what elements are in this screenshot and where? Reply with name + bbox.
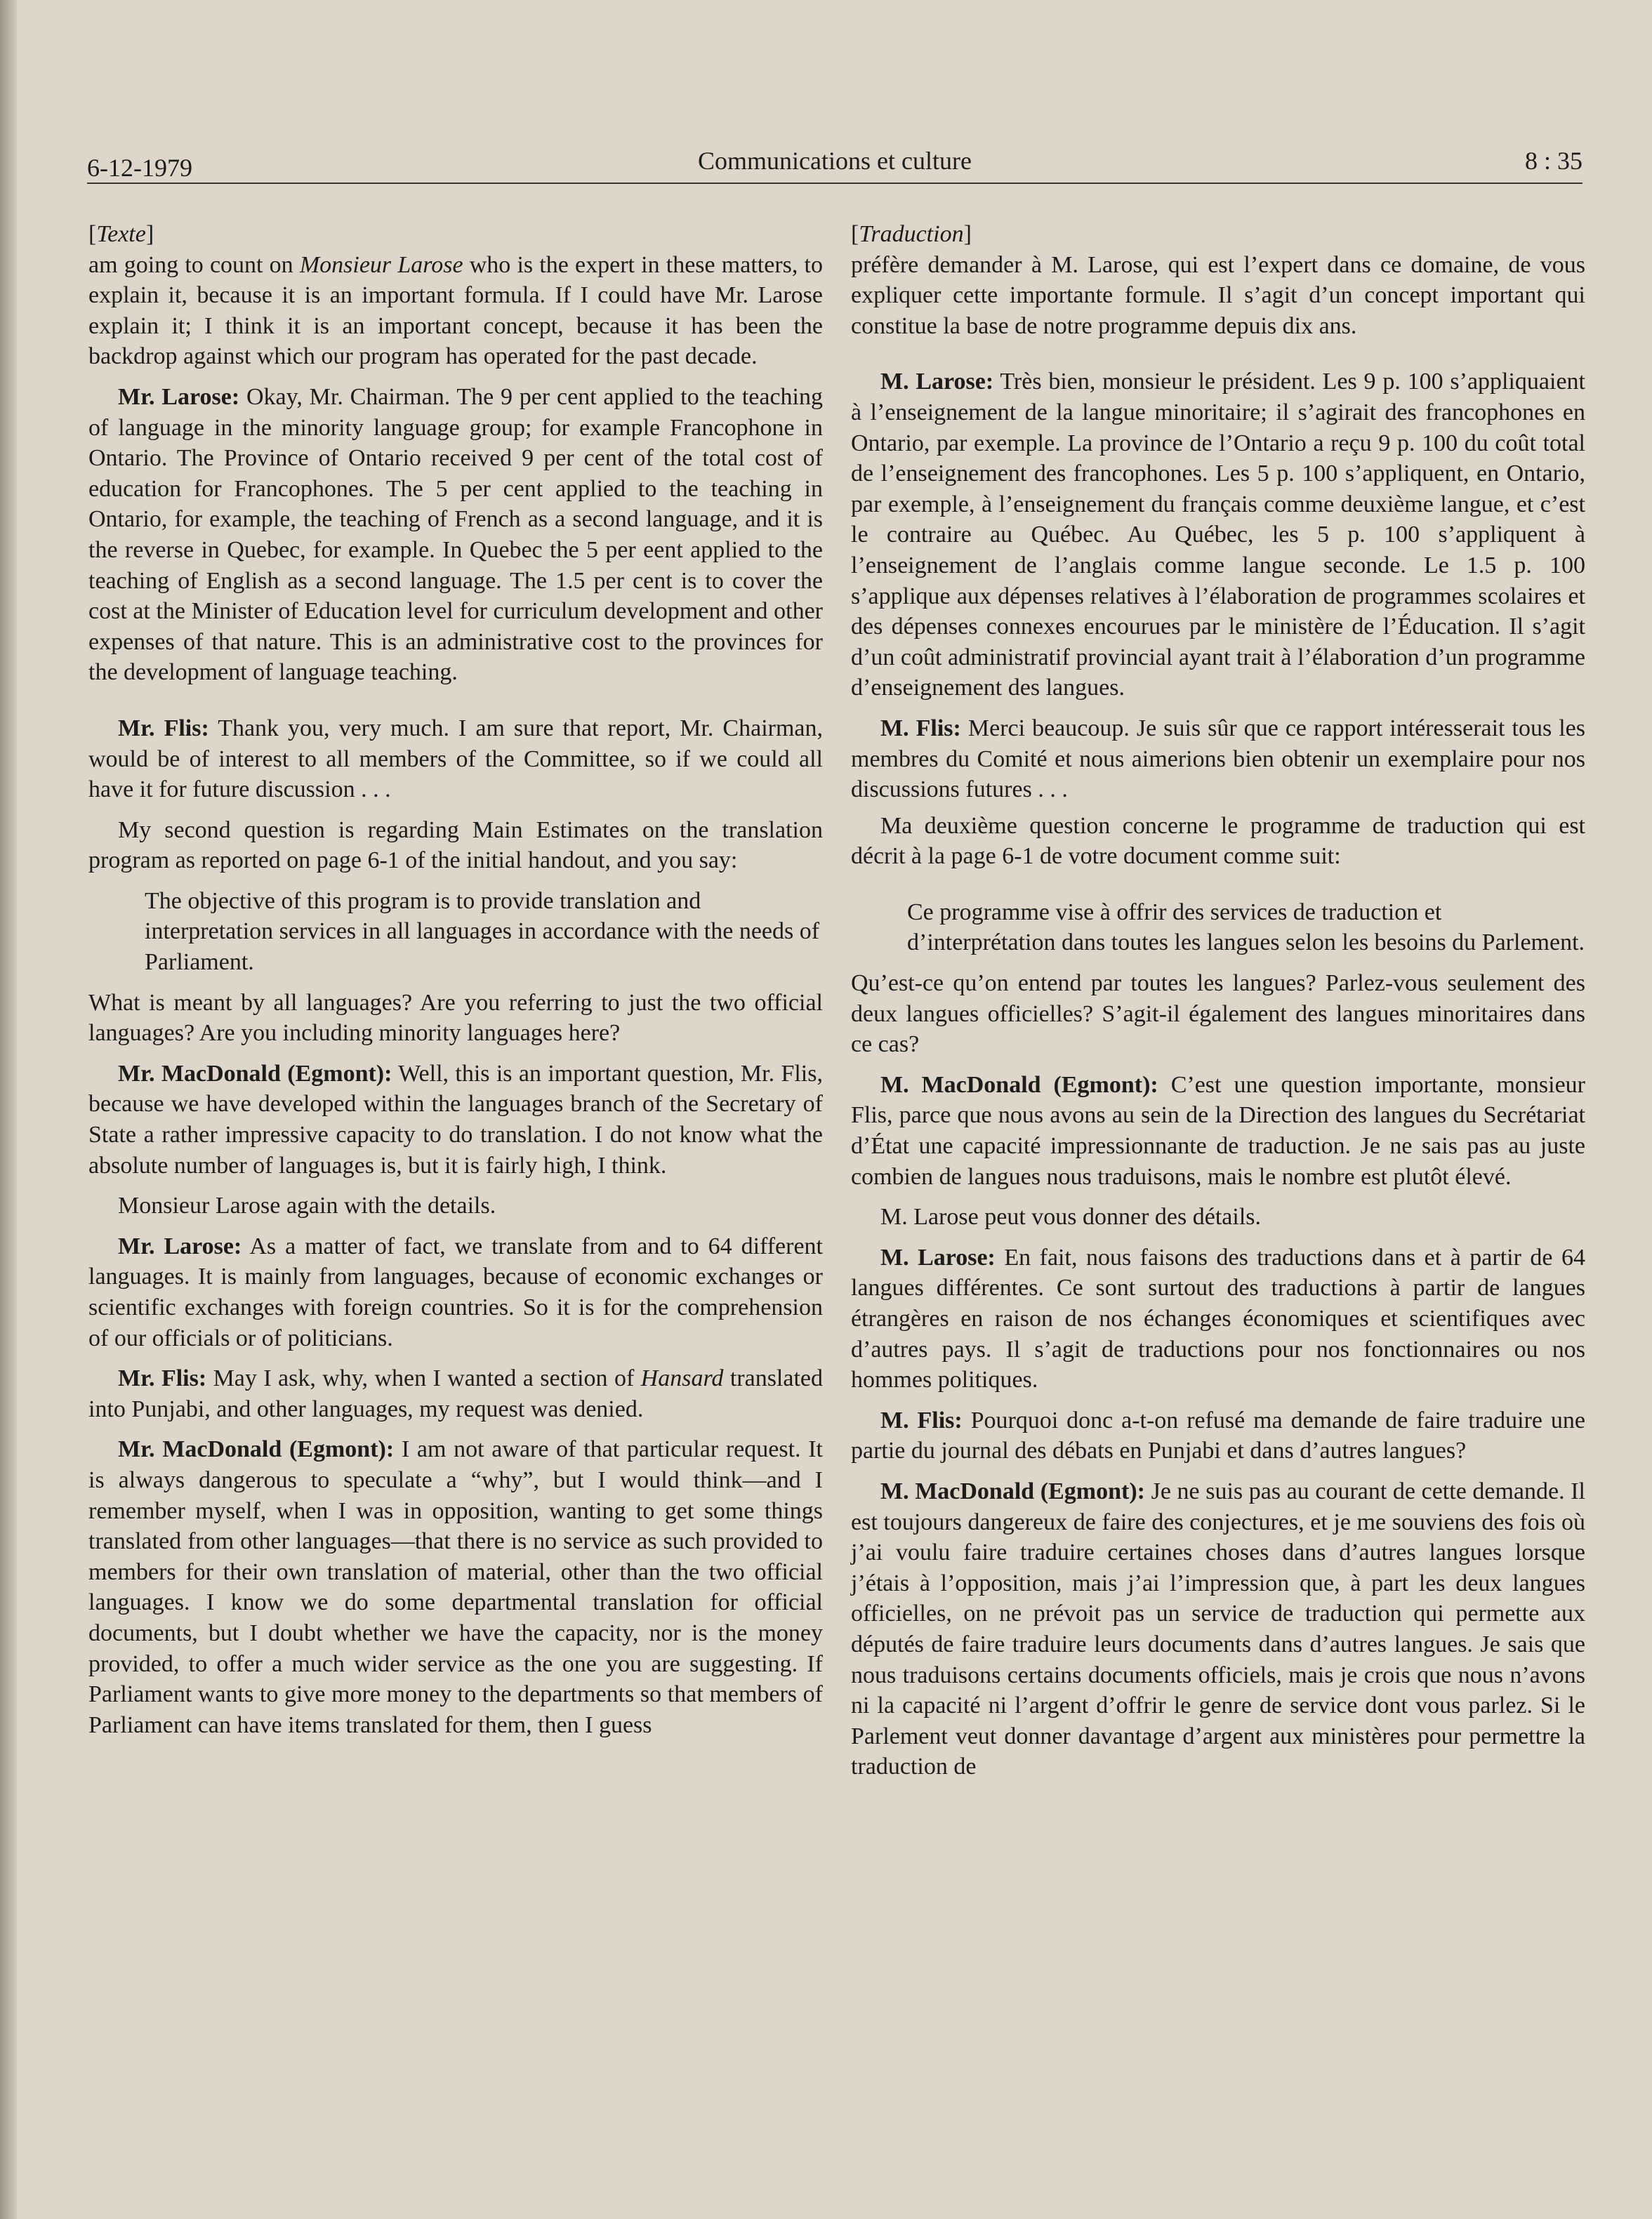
- speaker: Mr. Larose:: [118, 383, 240, 410]
- paragraph: Mr. Larose: Okay, Mr. Chairman. The 9 per cent applied to the teaching of language in the minority language group; for example Francophone in Ontario. The Province of Ontario received 9 per cent of the total cost of education for Francophones. The 5 per cent applied to the teaching in Ontario, for example, the teaching of French as a second language, and it is the reverse in Quebec, for example. In Quebec the 5 per eent applied to the teaching of English as a second language. The 1.5 per cent is to cover the cost at the Minister of Education level for curriculum development and other expenses of that nature. This is an administrative cost to the provinces for the development of language teaching.: [88, 383, 824, 686]
- paragraph: préfère demander à M. Larose, qui est l’expert dans ce domaine, de vous expliquer cette importante formule. Il s’agit d’un concept important qui constitue la base de notre programme depuis dix ans.: [851, 251, 1585, 339]
- paragraph: M. Larose: En fait, nous faisons des traductions dans et à partir de 64 langues différentes. Ce sont surtout des traductions à partir de langues étrangères en raison de nos échanges économiques et scientifiques avec d’autres pays. Il s’agit de traductions pour nos fonctionnaires ou nos hommes politiques.: [851, 1244, 1585, 1393]
- speaker: Mr. Flis:: [118, 1365, 207, 1392]
- speaker: Mr. Larose:: [118, 1233, 242, 1259]
- paragraph: M. Flis: Pourquoi donc a-t-on refusé ma demande de faire traduire une partie du journal des débats en Punjabi et dans d’autres langues?: [851, 1407, 1586, 1464]
- speaker: Mr. MacDonald (Egmont):: [118, 1436, 395, 1463]
- speaker: Mr. Flis:: [118, 715, 209, 741]
- paragraph: Qu’est-ce qu’on entend par toutes les langues? Parlez-vous seulement des deux langues officielles? S’agit-il également des langues minoritaires dans ce cas?: [851, 970, 1585, 1058]
- header-date: 6-12-1979: [87, 154, 192, 182]
- paragraph: Ma deuxième question concerne le programme de traduction qui est décrit à la page 6-1 de votre document comme suit:: [851, 812, 1585, 870]
- text-marker: [Texte]: [88, 221, 154, 247]
- speaker: M. MacDonald (Egmont):: [880, 1071, 1158, 1098]
- speaker: M. Flis:: [880, 1407, 963, 1433]
- block-quote: Ce programme vise à offrir des services de traduction et d’interprétation dans toutes les langues selon les besoins du Parlement.: [907, 899, 1585, 956]
- binding-shadow: [0, 0, 17, 2219]
- paragraph: Mr. MacDonald (Egmont): I am not aware of that particular request. It is always dangerous to speculate a “why”, but I would think—and I remember myself, when I was in opposition, wanting to get some things translated from other languages—that there is no service as such provided to members for their own translation of material, other than the two official languages. I know we do some departmental translation for official documents, but I doubt whether we have the capacity, nor is the money provided, to offer a much wider service as the one you are suggesting. If Parliament wants to give more money to the departments so that members of Parliament can have items translated for them, then I guess: [88, 1436, 823, 1738]
- paragraph: M. Flis: Merci beaucoup. Je suis sûr que ce rapport intéresserait tous les membres du Comité et nous aimerions bien obtenir un exemplaire pour nos discussions futures . . .: [851, 715, 1585, 803]
- speaker: Mr. MacDonald (Egmont):: [118, 1060, 392, 1087]
- paragraph: am going to count on Monsieur Larose who is the expert in these matters, to explain it, because it is an important formula. If I could have Mr. Larose explain it; I think it is an important concept, because it has been the backdrop against which our program has operated for the past decade.: [88, 251, 823, 370]
- header-page-number: 8 : 35: [1524, 147, 1582, 175]
- paragraph: Mr. Larose: As a matter of fact, we translate from and to 64 different languages. It is mainly from languages, because of economic exchanges or scientific exchanges with foreign countries. So it is for the comprehension of our officials or of politicians.: [88, 1233, 823, 1351]
- header-title: Communications et culture: [698, 147, 972, 175]
- paragraph: M. Larose peut vous donner des détails.: [880, 1204, 1261, 1231]
- paragraph: My second question is regarding Main Estimates on the translation program as reported on page 6-1 of the initial handout, and you say:: [88, 816, 823, 874]
- paragraph: Mr. MacDonald (Egmont): Well, this is an important question, Mr. Flis, because we have developed within the languages branch of the Secretary of State a rather impressive capacity to do translation. I do not know what the absolute number of languages is, but it is fairly high, I think.: [88, 1060, 823, 1179]
- header-rule: [87, 183, 1582, 184]
- paragraph: Mr. Flis: May I ask, why, when I wanted a section of Hansard translated into Punjabi, and other languages, my request was denied.: [88, 1365, 823, 1422]
- paragraph: M. Larose: Très bien, monsieur le président. Les 9 p. 100 s’appliquaient à l’enseignement de la langue minoritaire; il s’agirait des francophones en Ontario, par exemple. La province de l’Ontario a reçu 9 p. 100 du coût total de l’enseignement des francophones. Les 5 p. 100 s’appliquent, en Ontario, par exemple, à l’enseignement du français comme deuxième langue, et c’est le contraire au Québec. Au Québec, les 5 p. 100 s’appliquent à l’enseignement de l’anglais comme langue seconde. Le 1.5 p. 100 s’applique aux dépenses relatives à l’élaboration de programmes scolaires et des dépenses connexes encourues par le ministère de l’Éducation. Il s’agit d’un coût administratif provincial ayant trait à l’élaboration d’un programme d’enseignement des langues.: [851, 369, 1586, 701]
- speaker: M. MacDonald (Egmont):: [880, 1478, 1145, 1504]
- traduction-marker: [Traduction]: [851, 221, 972, 247]
- speaker: M. Flis:: [880, 715, 961, 741]
- paragraph: M. MacDonald (Egmont): C’est une question importante, monsieur Flis, parce que nous avons au sein de la Direction des langues du Secrétariat d’État une capacité impressionnante de traduction. Je ne sais pas au juste combien de langues nous traduisons, mais le nombre est plutôt élevé.: [851, 1071, 1585, 1190]
- paragraph: Mr. Flis: Thank you, very much. I am sure that report, Mr. Chairman, would be of interest to all members of the Committee, so if we could all have it for future discussion . . .: [88, 715, 823, 803]
- english-column: [88, 219, 823, 1750]
- block-quote: The objective of this program is to provide translation and interpretation services in all languages in accordance with the needs of Parliament.: [145, 887, 820, 976]
- paragraph: M. MacDonald (Egmont): Je ne suis pas au courant de cette demande. Il est toujours dangereux de faire des conjectures, et je me souviens des fois où j’ai voulu faire traduire certaines choses dans d’autres langues lorsque j’étais à l’opposition, mais j’ai l’impression que, à part les deux langues officielles, on ne prévoit pas un service de traduction qui permette aux députés de faire traduire leurs documents dans d’autres langues. Je sais que nous traduisons certains documents officiels, mais je crois que nous n’avons ni la capacité ni l’argent d’offrir le genre de service dont vous parlez. Si le Parlement veut donner davantage d’argent aux ministères pour permettre la traduction de: [851, 1478, 1585, 1780]
- speaker: M. Larose:: [880, 369, 994, 395]
- french-column: [851, 219, 1585, 1792]
- paragraph: Monsieur Larose again with the details.: [118, 1193, 496, 1219]
- running-header: [87, 145, 1582, 181]
- paragraph: What is meant by all languages? Are you referring to just the two official languages? Are you including minority languages here?: [88, 989, 823, 1047]
- speaker: M. Larose:: [880, 1244, 996, 1271]
